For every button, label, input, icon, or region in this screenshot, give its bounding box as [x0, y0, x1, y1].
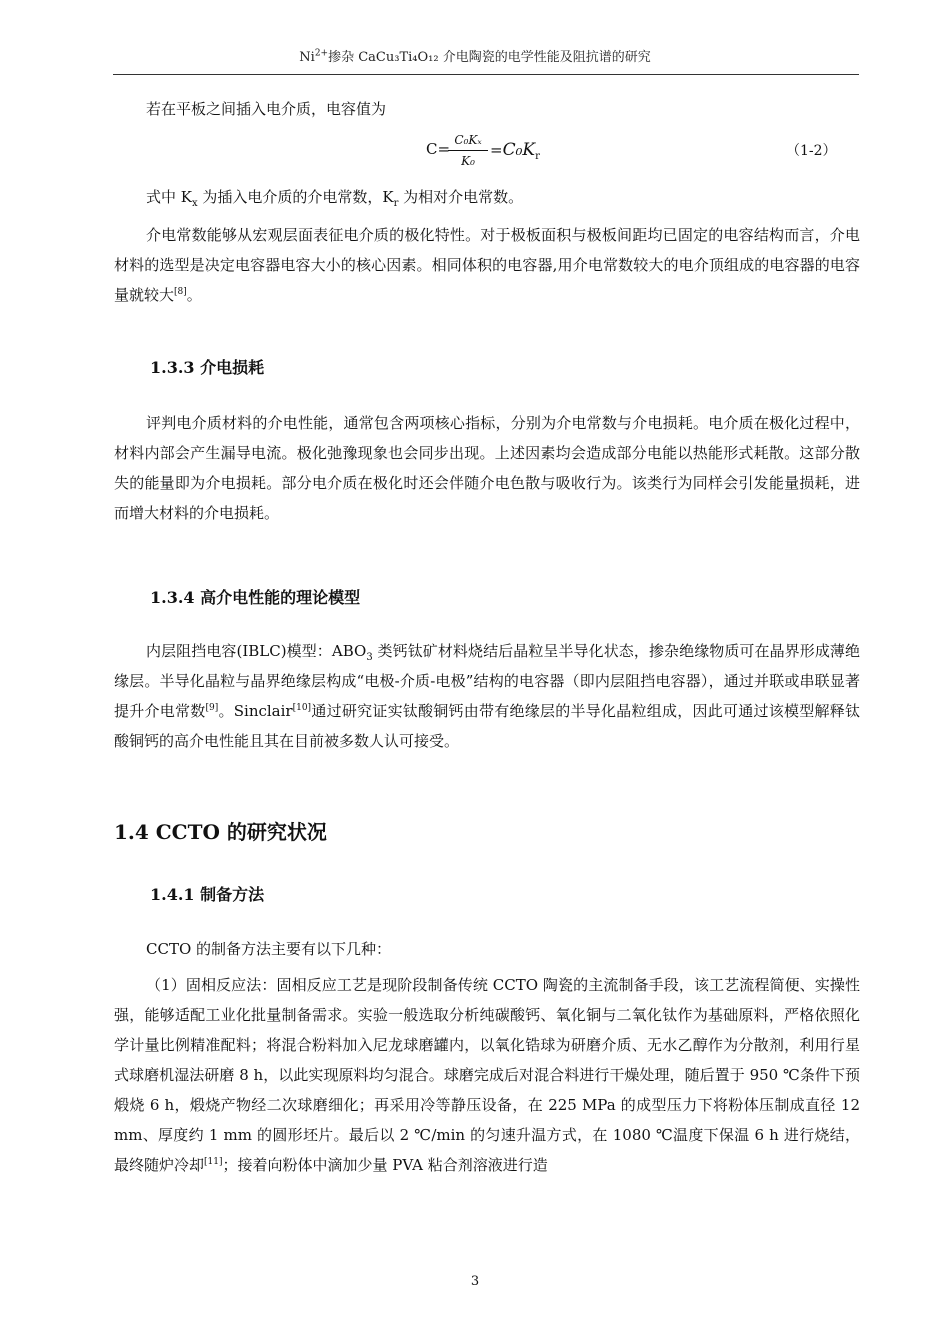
paragraph-text — [114, 220, 860, 310]
paragraph-text — [114, 182, 860, 212]
text-run: 内层阻挡电容(IBLC)模型：ABO — [146, 642, 367, 660]
text-run: 。Sinclair — [218, 702, 293, 720]
fraction-bar — [448, 150, 488, 151]
text-run: 类钙钛矿材料烧结后晶粒呈半导化状态，掺杂绝缘物质可在晶界形成薄绝缘层。半导化晶粒与晶界绝缘层构成“电极-介质-电极”结构的电容器（即内层阻挡电容器），通过并联或串联显著提升介电常数 — [114, 642, 860, 720]
paragraph-text — [114, 636, 860, 756]
citation: [9] — [205, 703, 219, 713]
section-heading-1-3-4: 1.3.4 高介电性能的理论模型 — [150, 588, 361, 607]
header-text: Ni — [299, 50, 315, 65]
fraction-numerator: C₀Kₓ — [454, 133, 482, 147]
page-number: 3 — [470, 1274, 480, 1289]
paragraph-text: 评判电介质材料的介电性能，通常包含两项核心指标，分别为介电常数与介电损耗。电介质在极化过程中，材料内部会产生漏导电流。极化弛豫现象也会同步出现。上述因素均会造成部分电能以热能形式耗散。这部分散失的能量即为介电损耗。部分电介质在极化时还会伴随介电色散与吸收行为。该类行为同样会引发能量损耗，进而增大材料的介电损耗。 — [114, 414, 860, 522]
equation-rhs — [490, 140, 540, 160]
text-run: 为插入电介质的介电常数，K — [197, 188, 394, 206]
paragraph-dielectric-loss — [114, 408, 860, 528]
citation: [8] — [174, 287, 187, 297]
paragraph-iblc-model — [114, 636, 860, 756]
paragraph-text: 若在平板之间插入电介质，电容值为 — [146, 100, 387, 118]
paragraph-text: CCTO 的制备方法主要有以下几种： — [146, 940, 392, 958]
text-run: （1）固相反应法：固相反应工艺是现阶段制备传统 CCTO 陶瓷的主流制备手段，该工艺流程简便、实操性强，能够适配工业化批量制备需求。实验一般选取分析纯碳酸钙、氧化铜与二氧化钛作为基础原料，严格依照化学计量比例精准配料；将混合粉料加入尼龙球磨罐内，以氧化锆球为研磨介质、无水乙醇作为分散剂，利用行星式球磨机湿法研磨 8 h，以此实现原料均匀混合。球磨完成后对混合料进行干燥处理，随后置于 950 ℃条件下预煅烧 6 h，煅烧产物经二次球磨细化；再采用冷等静压设备，在 225 MPa 的成型压力下将粉体压制成直径 12 mm、厚度约 1 mm 的圆形坯片。最后以 2 ℃/min 的匀速升温方式，在 1080 ℃温度下保温 6 h 进行烧结，最终随炉冷却 — [114, 976, 860, 1174]
text-run: 。 — [186, 286, 202, 304]
header-text-rest: 掺杂 CaCu₃Ti₄O₁₂ 介电陶瓷的电学性能及阻抗谱的研究 — [328, 50, 651, 65]
citation: [10] — [292, 703, 312, 713]
text-run: 介电常数能够从宏观层面表征电介质的极化特性。对于极板面积与极板间距均已固定的电容结构而言，介电材料的选型是决定电容器电容大小的核心因素。相同体积的电容器,用介电常数较大的电介顶组成的电容器的电容量就较大 — [114, 226, 860, 304]
subscript: r — [393, 198, 399, 209]
text-run: 通过研究证实钛酸铜钙由带有绝缘层的半导化晶粒组成，因此可通过该模型解释钛酸铜钙的高介电性能且其在目前被多数人认可接受。 — [114, 702, 860, 750]
paragraph-dielectric-constant — [114, 220, 860, 310]
header-superscript: 2+ — [314, 48, 329, 59]
equation-equals: = — [490, 141, 503, 159]
text-run: ；接着向粉体中滴加少量 PVA 粘合剂溶液进行造 — [222, 1156, 548, 1174]
paragraph-text — [114, 970, 860, 1180]
equation-fraction — [448, 132, 488, 169]
header-rule — [113, 74, 859, 75]
text-run: 为相对介电常数。 — [398, 188, 524, 206]
section-heading-1-4: 1.4 CCTO 的研究状况 — [114, 820, 327, 844]
paragraph-insert — [114, 94, 860, 124]
paragraph-solid-state-method — [114, 970, 860, 1180]
section-heading-1-3-3: 1.3.3 介电损耗 — [150, 358, 265, 377]
fraction-denominator: K₀ — [461, 154, 475, 168]
text-run: 式中 K — [146, 188, 192, 206]
subscript: 3 — [366, 652, 373, 663]
equation-rhs-term: C₀K — [502, 140, 536, 160]
citation: [11] — [204, 1157, 223, 1167]
equation — [426, 132, 726, 176]
running-header — [0, 46, 950, 65]
equation-lhs: C= — [426, 140, 451, 158]
paragraph-symbols — [114, 182, 860, 212]
equation-number: （1-2） — [786, 143, 837, 159]
paragraph-methods-intro — [114, 934, 860, 964]
section-heading-1-4-1: 1.4.1 制备方法 — [150, 885, 265, 904]
equation-rhs-sub: r — [535, 151, 540, 162]
subscript: x — [191, 198, 198, 209]
